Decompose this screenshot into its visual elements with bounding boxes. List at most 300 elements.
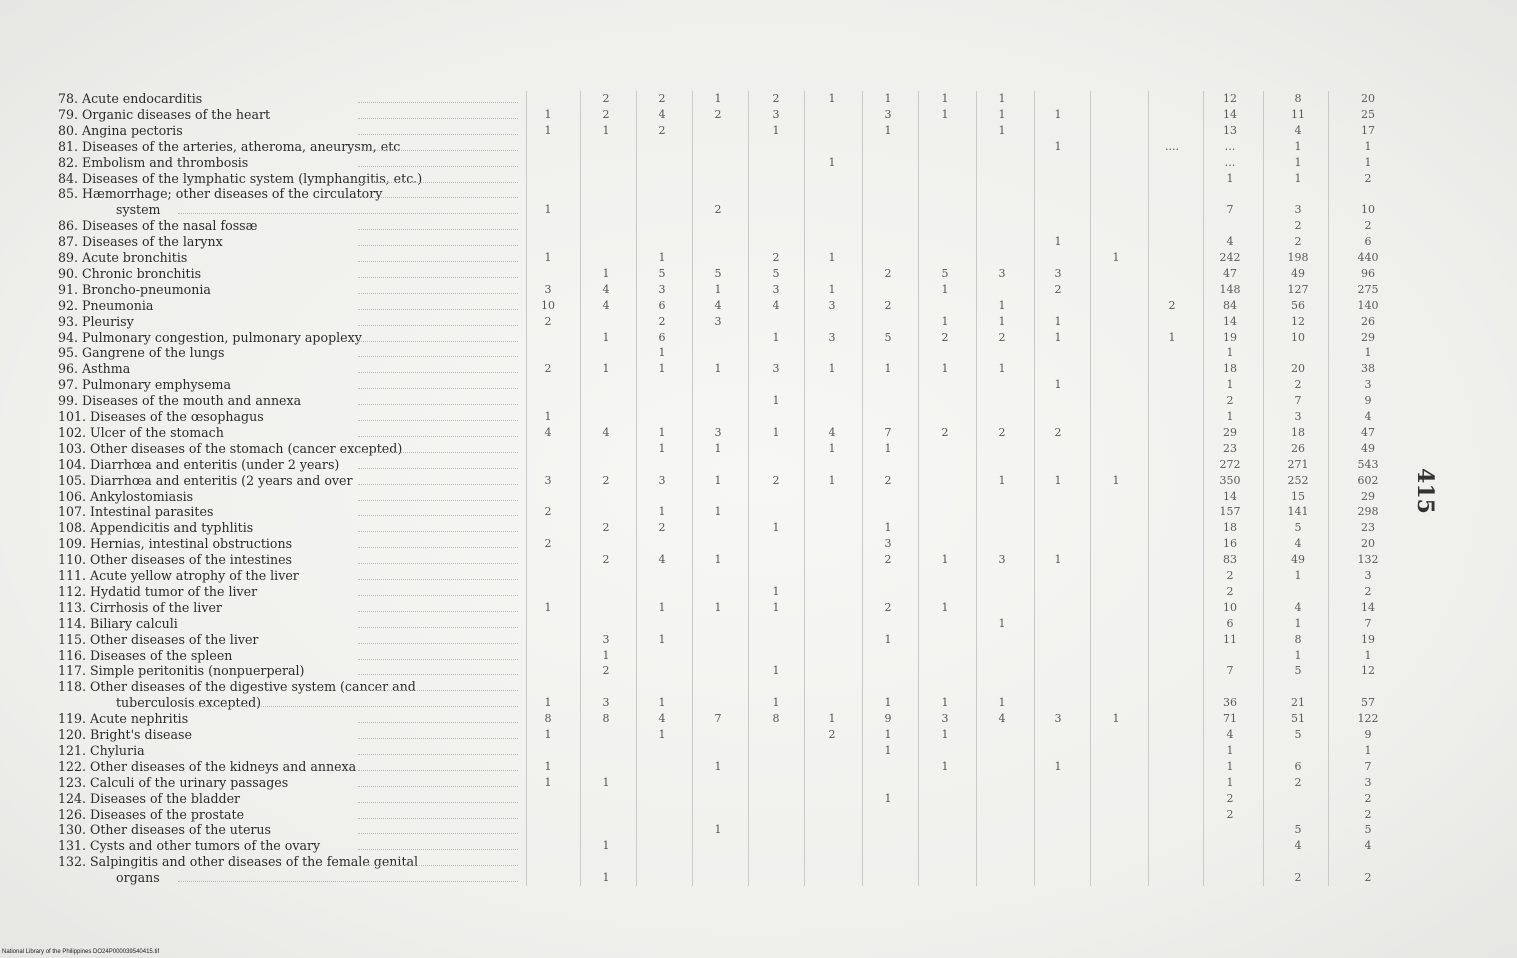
data-cell: 1	[544, 728, 552, 741]
data-cell: 6	[658, 330, 666, 344]
page-number: 415	[1411, 468, 1438, 514]
data-cell: 8	[602, 712, 610, 726]
data-cell: 3	[602, 696, 610, 710]
data-cell: 1	[941, 553, 949, 567]
row-label: 79. Organic diseases of the heart	[58, 106, 271, 122]
row-label: 121. Chyluria	[58, 742, 145, 758]
data-cell: 2	[941, 425, 949, 439]
total-cell: 51	[1291, 712, 1305, 726]
total-cell: 29	[1223, 425, 1237, 439]
data-cell: 1	[714, 759, 722, 773]
row-label: 124. Diseases of the bladder	[58, 790, 241, 806]
row-label: 86. Diseases of the nasal fossæ	[58, 218, 258, 234]
data-cell: 1	[602, 123, 610, 137]
data-cell: 1	[828, 92, 836, 105]
dot-leader	[358, 547, 518, 548]
data-cell: 1	[884, 743, 892, 757]
table-row	[58, 330, 1403, 346]
data-cell: 1	[998, 696, 1006, 710]
total-cell: 602	[1357, 473, 1379, 487]
row-label: 89. Acute bronchitis	[58, 250, 188, 265]
data-cell: 1	[941, 759, 949, 773]
dot-leader	[358, 150, 518, 151]
total-cell: 272	[1219, 457, 1241, 471]
table-row	[58, 155, 1403, 171]
data-cell: 5	[884, 330, 892, 344]
data-cell: 4	[658, 712, 666, 726]
dot-leader	[358, 484, 518, 485]
dot-leader	[358, 229, 518, 230]
data-cell: 1	[602, 648, 610, 662]
dot-leader	[358, 611, 518, 612]
total-cell: 2	[1226, 584, 1234, 598]
data-cell: 1	[544, 203, 552, 217]
total-cell: 3	[1364, 569, 1372, 582]
data-cell: 2	[602, 92, 610, 105]
row-label: 119. Acute nephritis	[58, 711, 189, 727]
table-row	[58, 520, 1403, 536]
data-cell: 8	[544, 712, 552, 726]
row-label: 93. Pleurisy	[58, 313, 134, 329]
data-cell: 5	[658, 266, 666, 280]
total-cell: 14	[1223, 107, 1237, 121]
table-row	[58, 345, 1403, 361]
data-cell: 2	[1054, 425, 1062, 439]
dot-leader	[358, 722, 518, 723]
data-cell: 1	[884, 632, 892, 646]
data-cell: 1	[772, 425, 780, 439]
total-cell: 4	[1294, 123, 1302, 137]
data-cell: 2	[1054, 282, 1062, 296]
total-cell: 3	[1364, 378, 1372, 392]
table-row	[58, 409, 1403, 425]
table-row	[58, 298, 1403, 314]
data-cell: 1	[658, 425, 666, 439]
table-row	[58, 791, 1403, 807]
total-cell: 440	[1357, 251, 1379, 264]
total-cell: 12	[1361, 664, 1375, 678]
total-cell: 20	[1361, 537, 1375, 551]
row-label: 104. Diarrhœa and enteritis (under 2 years)	[58, 456, 340, 472]
dot-leader	[358, 356, 518, 357]
row-label: organs	[116, 870, 160, 886]
data-cell: 1	[544, 696, 552, 710]
row-label: 94. Pulmonary congestion, pulmonary apoplexy	[58, 329, 362, 345]
total-cell: 83	[1223, 553, 1237, 567]
data-cell: 1	[544, 251, 552, 264]
data-cell: 8	[772, 712, 780, 726]
data-cell: 1	[714, 362, 722, 376]
data-cell: 1	[941, 362, 949, 376]
data-cell: 1	[828, 282, 836, 296]
row-label: 107. Intestinal parasites	[58, 504, 214, 520]
table-row	[58, 234, 1403, 250]
total-cell: 2	[1226, 807, 1234, 821]
total-cell: 2	[1294, 775, 1302, 789]
total-cell: 2	[1294, 235, 1302, 249]
row-label: 117. Simple peritonitis (nonpuerperal)	[58, 663, 305, 679]
table-row	[58, 123, 1403, 139]
dot-leader	[358, 818, 518, 819]
data-cell: 3	[941, 712, 949, 726]
dot-leader	[358, 833, 518, 834]
table-row	[58, 759, 1403, 775]
total-cell: 96	[1361, 266, 1375, 280]
data-cell: 1	[658, 505, 666, 519]
data-cell: 2	[602, 553, 610, 567]
dot-leader	[358, 420, 518, 421]
total-cell: 9	[1364, 728, 1372, 741]
table-row	[58, 282, 1403, 298]
row-label: 131. Cysts and other tumors of the ovary	[58, 838, 321, 854]
total-cell: 2	[1226, 791, 1234, 805]
data-cell: 2	[772, 251, 780, 264]
total-cell: 141	[1287, 505, 1309, 519]
data-cell: 2	[658, 92, 666, 105]
data-cell: 3	[658, 473, 666, 487]
data-cell: 1	[602, 362, 610, 376]
total-cell: 38	[1361, 362, 1375, 376]
data-cell: 1	[1112, 251, 1120, 264]
data-cell: 1	[828, 155, 836, 169]
data-cell: 1	[714, 505, 722, 519]
data-cell: 1	[1054, 553, 1062, 567]
data-cell: 1	[602, 330, 610, 344]
table-row	[58, 425, 1403, 441]
data-cell: 1	[998, 616, 1006, 630]
data-cell: 1	[998, 362, 1006, 376]
total-cell: 198	[1287, 251, 1309, 264]
data-cell: 4	[602, 425, 610, 439]
total-cell: 21	[1291, 696, 1305, 710]
total-cell: 29	[1361, 330, 1375, 344]
data-cell: 2	[544, 362, 552, 376]
total-cell: 19	[1361, 632, 1375, 646]
data-cell: 3	[1054, 712, 1062, 726]
data-cell: 1	[1054, 107, 1062, 121]
data-cell: 2	[714, 203, 722, 217]
total-cell: 4	[1226, 728, 1234, 741]
row-label: 114. Biliary calculi	[58, 615, 178, 631]
total-cell: 4	[1364, 410, 1372, 423]
total-cell: 140	[1357, 298, 1379, 312]
dot-leader	[358, 182, 518, 183]
data-cell: 4	[714, 298, 722, 312]
total-cell: 1	[1294, 171, 1302, 185]
data-cell: 3	[828, 298, 836, 312]
dot-leader	[358, 452, 518, 453]
total-cell: 2	[1364, 219, 1372, 233]
table-row	[58, 584, 1403, 600]
table-row	[58, 489, 1403, 505]
total-cell: 14	[1361, 600, 1375, 614]
table-row	[58, 679, 1403, 695]
total-cell: 20	[1291, 362, 1305, 376]
total-cell: 9	[1364, 394, 1372, 408]
table-row	[58, 616, 1403, 632]
row-label: 101. Diseases of the œsophagus	[58, 409, 264, 424]
total-cell: 1	[1226, 775, 1234, 789]
data-cell: 3	[772, 362, 780, 376]
data-cell: 2	[602, 664, 610, 678]
total-cell: 275	[1357, 282, 1379, 296]
total-cell: 47	[1361, 425, 1375, 439]
data-cell: 2	[658, 521, 666, 535]
total-cell: 3	[1294, 410, 1302, 423]
total-cell: 1	[1294, 648, 1302, 662]
data-cell: 3	[772, 107, 780, 121]
total-cell: 49	[1291, 553, 1305, 567]
row-label: 82. Embolism and thrombosis	[58, 154, 249, 170]
data-cell: 1	[1168, 330, 1176, 344]
data-cell: 2	[884, 553, 892, 567]
total-cell: 29	[1361, 489, 1375, 503]
total-cell: 10	[1361, 203, 1375, 217]
data-cell: 3	[544, 282, 552, 296]
dot-leader	[358, 770, 518, 771]
data-cell: 1	[714, 473, 722, 487]
data-cell: 4	[998, 712, 1006, 726]
table-row	[58, 854, 1403, 870]
total-cell: 16	[1223, 537, 1237, 551]
data-cell: 2	[884, 600, 892, 614]
table-row	[58, 266, 1403, 282]
data-cell: 1	[884, 521, 892, 535]
dot-leader	[358, 531, 518, 532]
data-cell: 1	[941, 728, 949, 741]
table-row	[58, 695, 1403, 711]
data-cell: 4	[772, 298, 780, 312]
total-cell: 2	[1294, 219, 1302, 233]
data-cell: 1	[658, 362, 666, 376]
data-cell: 2	[884, 266, 892, 280]
total-cell: 4	[1294, 600, 1302, 614]
data-cell: 1	[772, 600, 780, 614]
data-cell: 9	[884, 712, 892, 726]
total-cell: 2	[1364, 871, 1372, 885]
total-cell: 12	[1291, 314, 1305, 328]
row-label: 95. Gangrene of the lungs	[58, 345, 225, 361]
data-cell: 4	[544, 425, 552, 439]
data-cell: 1	[1054, 139, 1062, 153]
total-cell: 7	[1364, 759, 1372, 773]
total-cell: 6	[1364, 235, 1372, 249]
dot-leader	[358, 468, 518, 469]
table-row	[58, 457, 1403, 473]
total-cell: 5	[1364, 823, 1372, 837]
dot-leader	[358, 293, 518, 294]
table-row	[58, 107, 1403, 123]
total-cell: 20	[1361, 92, 1375, 105]
total-cell: 4	[1294, 839, 1302, 853]
data-cell: 1	[544, 107, 552, 121]
total-cell: 1	[1226, 759, 1234, 773]
table-row	[58, 536, 1403, 552]
total-cell: 2	[1364, 807, 1372, 821]
table-row	[58, 600, 1403, 616]
data-cell: 3	[884, 107, 892, 121]
total-cell: 2	[1364, 584, 1372, 598]
total-cell: 10	[1291, 330, 1305, 344]
total-cell: 7	[1294, 394, 1302, 408]
total-cell: 4	[1226, 235, 1234, 249]
row-label: 84. Diseases of the lymphatic system (lymphangitis, etc.)	[58, 170, 423, 186]
dot-leader	[178, 881, 518, 882]
data-cell: 4	[602, 298, 610, 312]
total-cell: 12	[1223, 92, 1237, 105]
row-label: 112. Hydatid tumor of the liver	[58, 583, 258, 599]
data-cell: 1	[714, 282, 722, 296]
total-cell: 18	[1291, 425, 1305, 439]
row-label: 126. Diseases of the prostate	[58, 806, 245, 822]
data-cell: 2	[884, 473, 892, 487]
data-cell: 1	[1054, 314, 1062, 328]
row-label: tuberculosis excepted)	[116, 695, 262, 711]
data-cell: 1	[998, 473, 1006, 487]
data-cell: 2	[772, 92, 780, 105]
data-cell: 10	[541, 298, 555, 312]
dot-leader	[358, 325, 518, 326]
total-cell: 3	[1364, 775, 1372, 789]
total-cell: 3	[1294, 203, 1302, 217]
total-cell: 4	[1364, 839, 1372, 853]
dot-leader	[358, 754, 518, 755]
data-cell: 2	[658, 123, 666, 137]
data-cell: 5	[714, 266, 722, 280]
data-cell: 1	[714, 600, 722, 614]
data-cell: 1	[998, 123, 1006, 137]
data-cell: 3	[602, 632, 610, 646]
dot-leader	[358, 118, 518, 119]
row-label: 122. Other diseases of the kidneys and annexa	[58, 758, 357, 774]
data-cell: 2	[544, 537, 552, 551]
data-cell: 1	[602, 775, 610, 789]
dot-leader	[358, 802, 518, 803]
total-cell: 2	[1364, 791, 1372, 805]
dot-leader	[358, 309, 518, 310]
row-label: 102. Ulcer of the stomach	[58, 424, 224, 440]
row-label: 108. Appendicitis and typhlitis	[58, 520, 254, 536]
data-cell: 1	[1054, 330, 1062, 344]
row-label: 110. Other diseases of the intestines	[58, 552, 293, 568]
data-cell: 1	[772, 123, 780, 137]
data-cell: ....	[1165, 139, 1179, 153]
data-cell: 1	[772, 664, 780, 678]
dot-leader	[358, 579, 518, 580]
data-cell: 3	[714, 314, 722, 328]
data-cell: 6	[658, 298, 666, 312]
table-row	[58, 775, 1403, 791]
mortality-table	[58, 91, 1403, 886]
dot-leader	[358, 659, 518, 660]
data-cell: 1	[1054, 759, 1062, 773]
dot-leader	[358, 404, 518, 405]
table-row	[58, 727, 1403, 743]
row-label: 109. Hernias, intestinal obstructions	[58, 536, 293, 552]
table-row	[58, 473, 1403, 489]
data-cell: 7	[714, 712, 722, 726]
row-label: 90. Chronic bronchitis	[58, 265, 202, 281]
data-cell: 1	[714, 823, 722, 837]
row-label: 106. Ankylostomiasis	[58, 488, 194, 504]
data-cell: 1	[941, 282, 949, 296]
data-cell: 1	[884, 696, 892, 710]
scan-footer: National Library of the Philippines DO24P000039540415.tif	[2, 949, 160, 955]
table-row	[58, 250, 1403, 266]
row-label: 103. Other diseases of the stomach (cancer excepted)	[58, 440, 403, 456]
row-label: 105. Diarrhœa and enteritis (2 years and over	[58, 472, 353, 488]
data-cell: 1	[941, 314, 949, 328]
data-cell: 1	[544, 123, 552, 137]
dot-leader	[358, 388, 518, 389]
row-label: system	[116, 202, 161, 218]
data-cell: 2	[544, 505, 552, 519]
dot-leader	[358, 341, 518, 342]
data-cell: 1	[998, 107, 1006, 121]
data-cell: 1	[884, 791, 892, 805]
dot-leader	[358, 197, 518, 198]
table-row	[58, 552, 1403, 568]
dot-leader	[358, 277, 518, 278]
data-cell: 1	[828, 441, 836, 455]
table-row	[58, 743, 1403, 759]
data-cell: 2	[884, 298, 892, 312]
total-cell: 7	[1226, 203, 1234, 217]
data-cell: 1	[772, 330, 780, 344]
table-row	[58, 393, 1403, 409]
data-cell: 1	[941, 92, 949, 105]
total-cell: 2	[1364, 171, 1372, 185]
data-cell: 1	[941, 696, 949, 710]
total-cell: 13	[1223, 123, 1237, 137]
data-cell: 1	[602, 839, 610, 853]
total-cell: 25	[1361, 107, 1375, 121]
total-cell: 127	[1287, 282, 1309, 296]
total-cell: 1	[1294, 155, 1302, 169]
row-label: 111. Acute yellow atrophy of the liver	[58, 568, 299, 583]
total-cell: 7	[1226, 664, 1234, 678]
data-cell: 1	[772, 584, 780, 598]
dot-leader	[358, 643, 518, 644]
data-cell: 1	[544, 600, 552, 614]
dot-leader	[358, 500, 518, 501]
total-cell: 2	[1294, 871, 1302, 885]
total-cell: 1	[1294, 569, 1302, 582]
data-cell: 1	[828, 712, 836, 726]
total-cell: 4	[1294, 537, 1302, 551]
total-cell: 57	[1361, 696, 1375, 710]
data-cell: 1	[544, 775, 552, 789]
data-cell: 1	[941, 107, 949, 121]
data-cell: 1	[602, 871, 610, 885]
dot-leader	[358, 436, 518, 437]
data-cell: 1	[714, 441, 722, 455]
data-cell: 2	[658, 314, 666, 328]
table-row	[58, 807, 1403, 823]
data-cell: 2	[828, 728, 836, 741]
data-cell: 1	[772, 696, 780, 710]
total-cell: 1	[1226, 378, 1234, 392]
data-cell: 3	[884, 537, 892, 551]
data-cell: 1	[658, 728, 666, 741]
dot-leader	[358, 865, 518, 866]
total-cell: 543	[1357, 457, 1379, 471]
data-cell: 5	[941, 266, 949, 280]
total-cell: 23	[1223, 441, 1237, 455]
dot-leader	[358, 134, 518, 135]
row-label: 80. Angina pectoris	[58, 122, 183, 138]
data-cell: 1	[884, 123, 892, 137]
